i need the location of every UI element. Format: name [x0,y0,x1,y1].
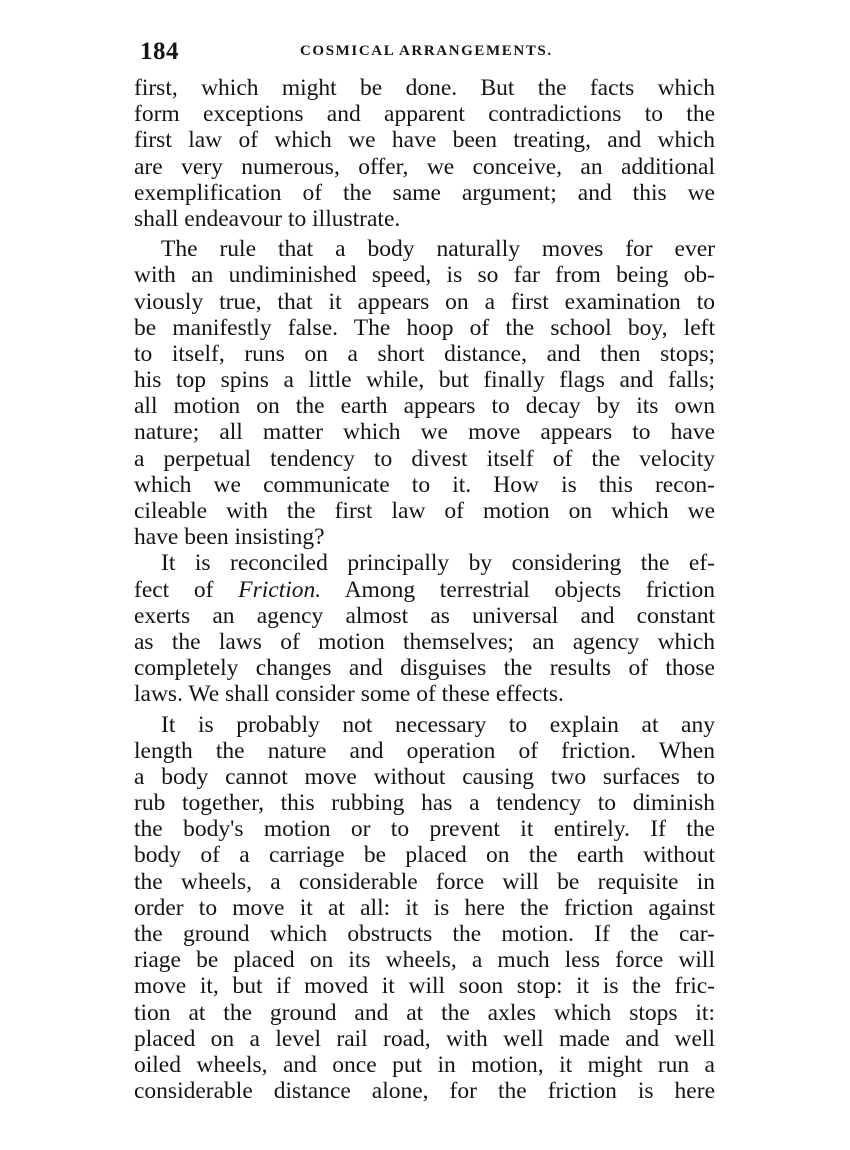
text-line: completely changes and disguises the results of those [134,655,715,682]
text-line: It is probably not necessary to explain at any [161,711,715,738]
text-fragment: Among terrestrial objects friction [344,576,715,603]
text-line: tion at the ground and at the axles which stops it: [134,999,715,1026]
italic-term-friction: Friction. [238,576,322,603]
text-line: rub together, this rubbing has a tendency to diminish [134,790,715,817]
text-line: be manifestly false. The hoop of the school boy, left [134,314,715,341]
text-line: exerts an agency almost as universal and constant [134,602,715,629]
text-line: a body cannot move without causing two surfaces to [134,763,715,790]
text-line: first, which might be done. But the facts which [134,75,715,101]
text-line-with-italic [134,577,715,603]
text-line: exemplification of the same argument; and this we [134,179,715,206]
text-line: placed on a level rail road, with well made and well [134,1025,715,1052]
text-line: viously true, that it appears on a first examination to [134,288,715,315]
text-line: have been insisting? [134,524,325,551]
text-line: are very numerous, offer, we conceive, an additional [134,153,715,180]
text-line: a perpetual tendency to divest itself of the velocity [134,445,715,472]
text-line: laws. We shall consider some of these effects. [134,681,564,708]
text-line: order to move it at all: it is here the friction against [134,894,715,921]
page-number: 184 [140,38,179,65]
text-line: as the laws of motion themselves; an agency which [134,628,715,655]
text-line: the wheels, a considerable force will be requisite in [134,868,715,895]
text-line: shall endeavour to illustrate. [134,205,401,232]
paragraph-2 [134,236,715,550]
text-line: It is reconciled principally by considering the ef- [161,550,715,577]
text-line: body of a carriage be placed on the earth without [134,842,715,869]
text-line: move it, but if moved it will soon stop: it is the fric- [134,973,715,1000]
text-line: length the nature and operation of friction. When [134,737,715,764]
text-line: riage be placed on its wheels, a much less force will [134,947,715,974]
text-line: The rule that a body naturally moves for ever [161,236,715,263]
text-line: considerable distance alone, for the friction is here [134,1078,715,1105]
text-line: the body's motion or to prevent it entirely. If the [134,816,715,843]
paragraph-3 [134,550,715,707]
text-line: his top spins a little while, but finally flags and falls; [134,367,715,394]
text-line: form exceptions and apparent contradictions to the [134,101,715,128]
text-fragment: fect of [134,576,214,603]
text-line: cileable with the first law of motion on which we [134,498,715,524]
text-line: to itself, runs on a short distance, and then stops; [134,340,715,367]
text-line: all motion on the earth appears to decay by its own [134,393,715,420]
running-head: COSMICAL ARRANGEMENTS. [300,43,553,59]
text-line: first law of which we have been treating, and which [134,127,715,154]
text-line: nature; all matter which we move appears to have [134,419,715,446]
text-line: which we communicate to it. How is this recon- [134,471,715,498]
text-line: the ground which obstructs the motion. If the car- [134,921,715,947]
text-line: oiled wheels, and once put in motion, it might run a [134,1051,715,1078]
paragraph-1 [134,75,715,232]
text-line: with an undiminished speed, is so far from being ob- [134,262,715,289]
page-header [140,38,715,70]
paragraph-4 [134,712,715,1105]
body-text [134,75,715,1104]
